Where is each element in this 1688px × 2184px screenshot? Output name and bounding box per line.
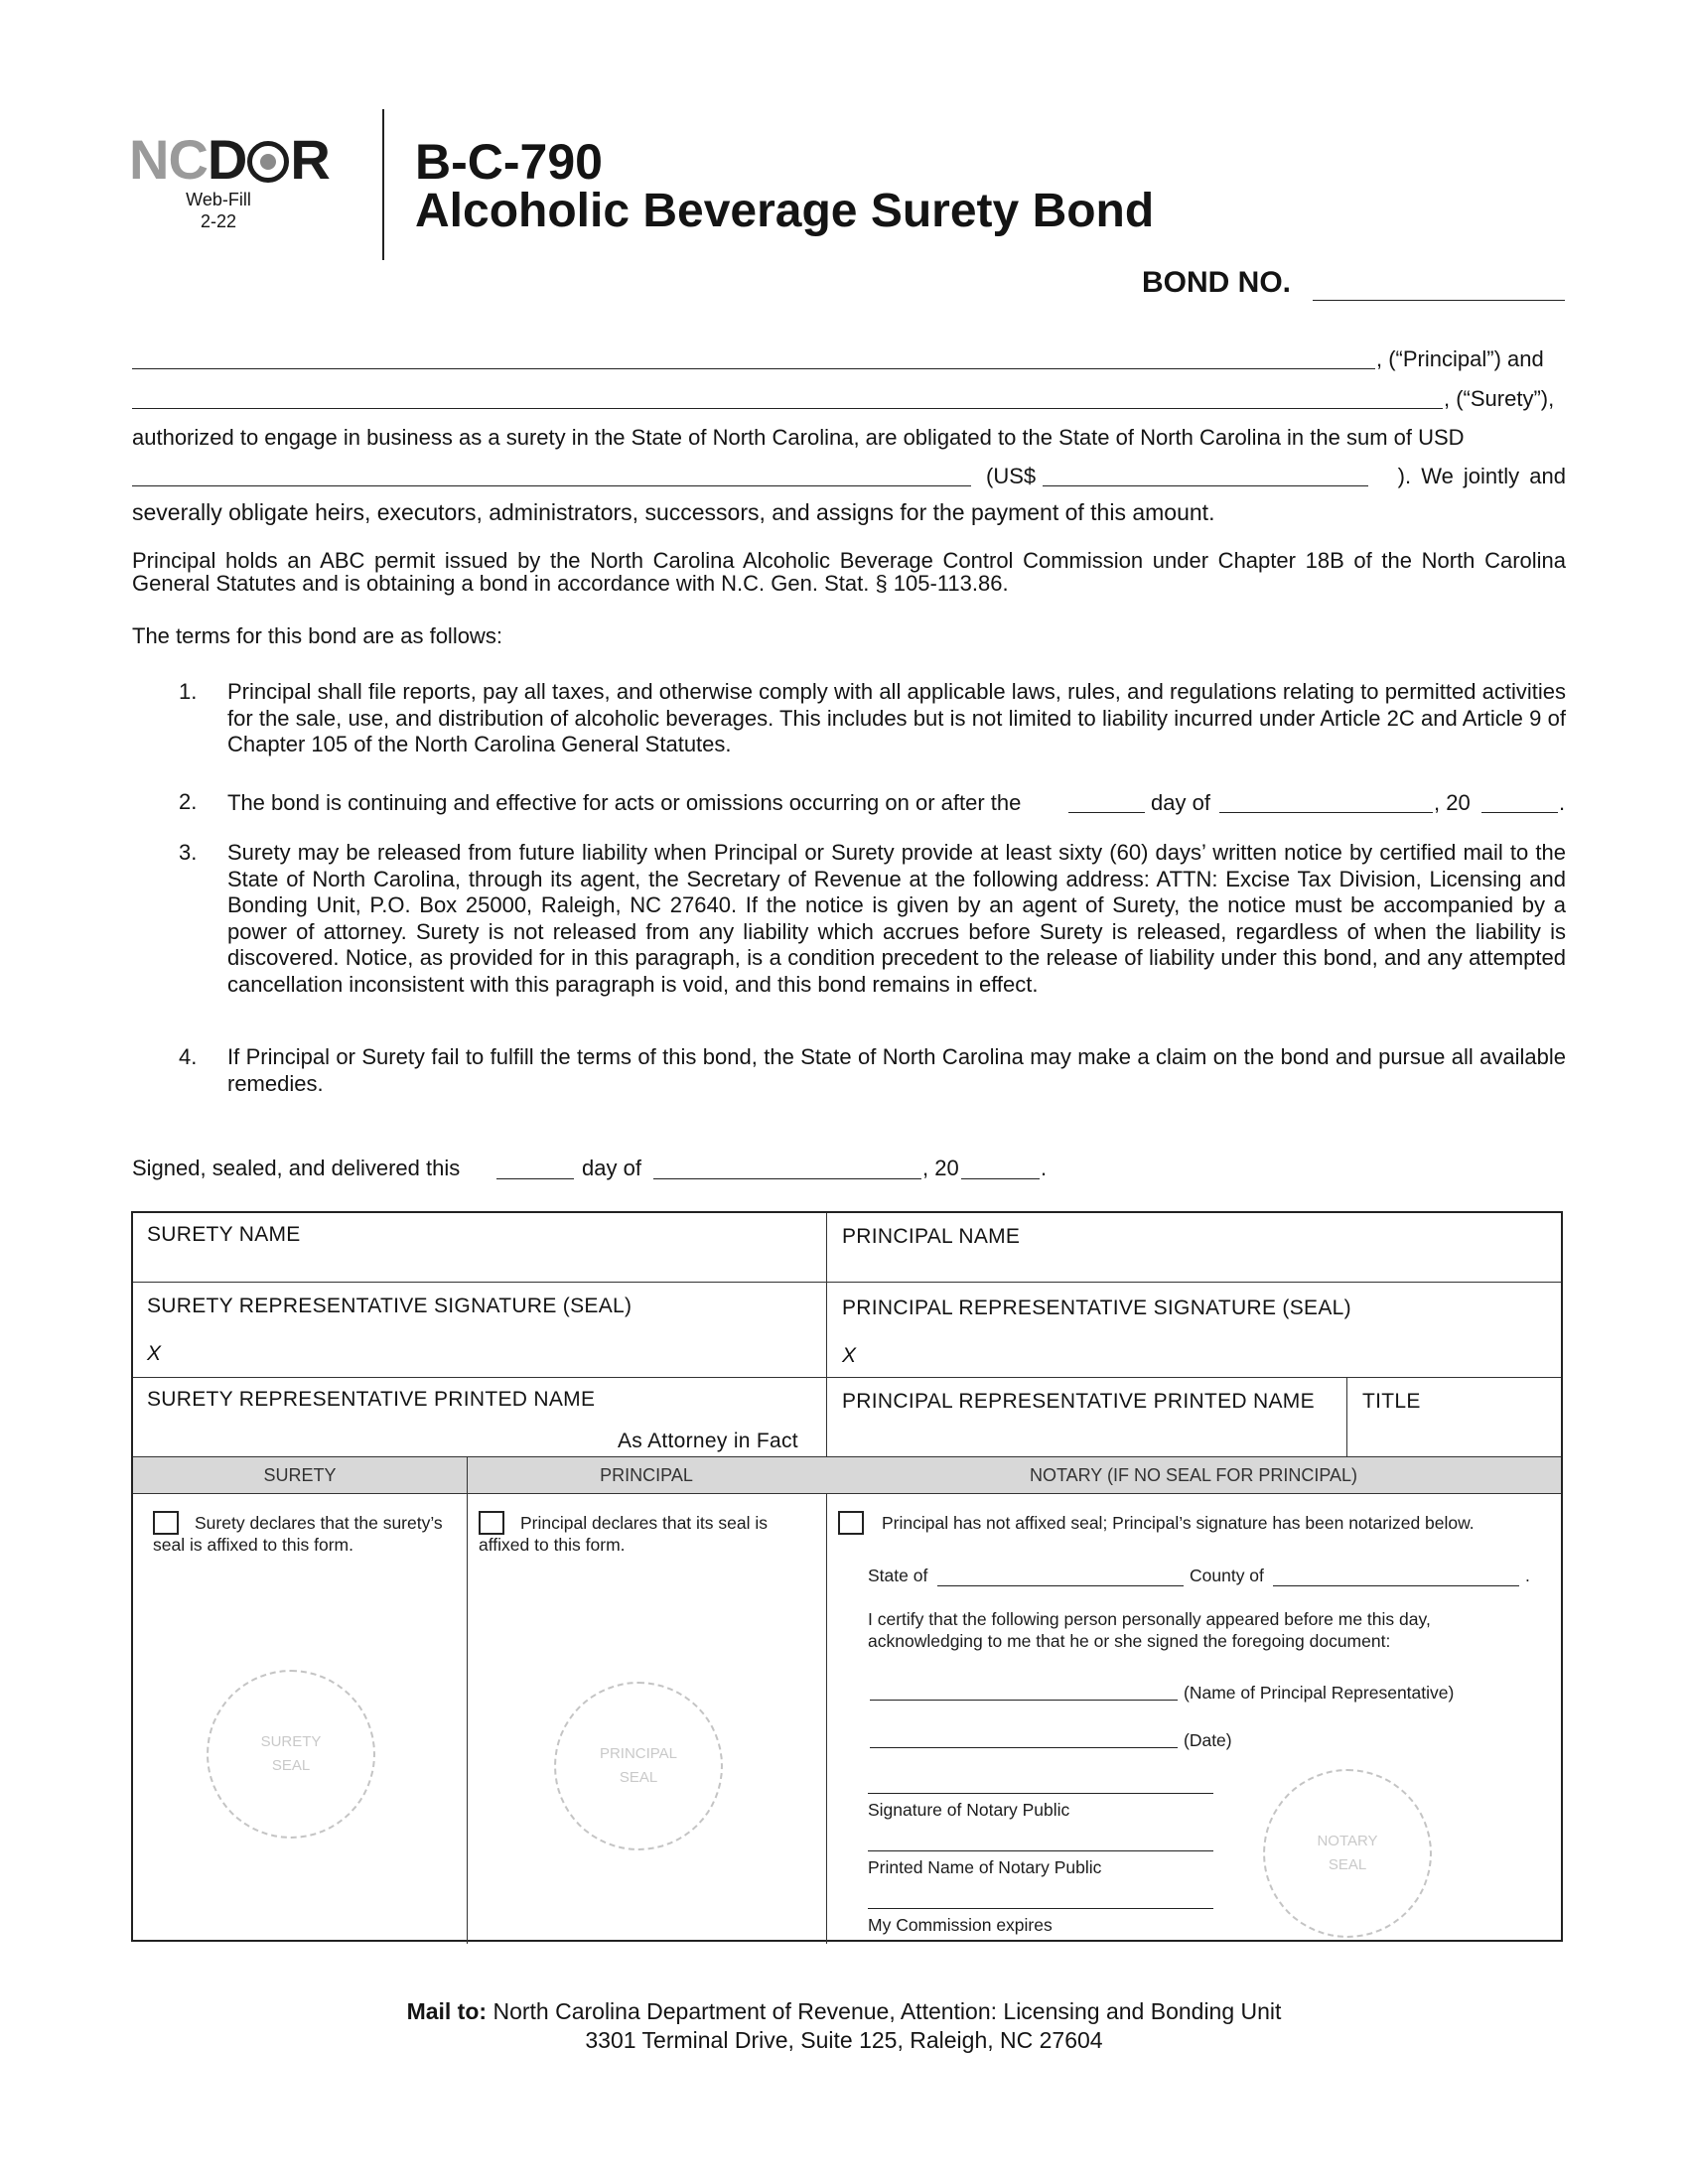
logo-ring-icon: [247, 141, 289, 183]
principal-name-label: PRINCIPAL NAME: [842, 1225, 1021, 1248]
permit-paragraph: Principal holds an ABC permit issued by the North Carolina Alcoholic Beverage Control Commission under Chapter 18B of the North Carolina General Statutes and is obtaining a bond in accordance with N.C. Gen. Stat. § 105-113.86.: [132, 548, 1566, 596]
term-2-text-c: , 20: [1434, 790, 1471, 815]
surety-name-label: SURETY NAME: [147, 1223, 301, 1246]
surety-seal-line-1: SURETY: [260, 1733, 322, 1750]
principal-printed-name-label: PRINCIPAL REPRESENTATIVE PRINTED NAME: [842, 1390, 1315, 1413]
notary-signature-field[interactable]: [868, 1793, 1213, 1794]
attorney-in-fact-label: As Attorney in Fact: [618, 1430, 798, 1452]
band-notary: NOTARY (IF NO SEAL FOR PRINCIPAL): [1029, 1465, 1358, 1485]
term-3-number: 3.: [179, 840, 198, 865]
surety-printed-name-label: SURETY REPRESENTATIVE PRINTED NAME: [147, 1388, 596, 1411]
certify-text: I certify that the following person personally appeared before me this day, acknowledging to me that he or she signed the foregoing document:: [868, 1609, 1431, 1651]
notary-signature-label: Signature of Notary Public: [868, 1800, 1070, 1820]
principal-declares-text: Principal declares that its seal is affixed to this form.: [479, 1513, 768, 1555]
surety-printed-name-input[interactable]: [133, 1377, 826, 1456]
title-input[interactable]: [1346, 1377, 1561, 1456]
amount-usd-field[interactable]: [1043, 485, 1368, 486]
signed-text-b: day of: [582, 1156, 641, 1180]
signed-text-c: , 20: [922, 1156, 959, 1180]
principal-signature-label: PRINCIPAL REPRESENTATIVE SIGNATURE (SEAL): [842, 1297, 1351, 1319]
effective-month-field[interactable]: [1219, 812, 1433, 813]
effective-day-field[interactable]: [1068, 812, 1145, 813]
notary-date-label: (Date): [1184, 1730, 1232, 1750]
county-period: .: [1525, 1566, 1530, 1585]
term-2-text-d: .: [1559, 790, 1566, 815]
signed-text-d: .: [1041, 1156, 1048, 1180]
mail-to-line: [0, 1997, 1688, 2026]
effective-year-field[interactable]: [1481, 812, 1558, 813]
usd-label: (US$: [986, 464, 1037, 488]
title-label: TITLE: [1362, 1390, 1421, 1413]
form-version: [174, 189, 263, 232]
web-fill-label: Web-Fill: [186, 190, 251, 209]
signed-text-a: Signed, sealed, and delivered this: [132, 1156, 461, 1180]
principal-seal-stamp: [554, 1682, 723, 1850]
header-divider: [382, 109, 384, 260]
notary-printed-name-field[interactable]: [868, 1850, 1213, 1851]
term-2-text-b: day of: [1151, 790, 1210, 815]
signature-table: [131, 1211, 1563, 1942]
surety-signature-input[interactable]: [133, 1282, 826, 1377]
notary-seal-stamp: [1263, 1769, 1432, 1938]
term-1-text: Principal shall file reports, pay all taxes, and otherwise comply with all applicable laws, rules, and regulations relating to permitted activities for the sale, use, and distribution of alcoholic beverages. This includes but is not limited to liability incurred under Article 2C and Article 9 of Chapter 105 of the North Carolina General Statutes.: [227, 679, 1566, 756]
band-surety: SURETY: [263, 1465, 337, 1485]
surety-name-field[interactable]: [132, 408, 1443, 409]
notary-seal-line-1: NOTARY: [1317, 1833, 1378, 1849]
surety-label: , (“Surety”),: [1444, 386, 1555, 411]
severally-text: severally obligate heirs, executors, administrators, successors, and assigns for the payment of this amount.: [132, 499, 1215, 525]
bond-no-field[interactable]: [1313, 300, 1565, 301]
principal-printed-name-input[interactable]: [826, 1377, 1346, 1456]
surety-signature-label: SURETY REPRESENTATIVE SIGNATURE (SEAL): [147, 1295, 633, 1317]
form-title: Alcoholic Beverage Surety Bond: [415, 185, 1155, 237]
principal-rep-name-label: (Name of Principal Representative): [1184, 1683, 1455, 1703]
county-field[interactable]: [1273, 1585, 1519, 1586]
surety-sig-x: X: [147, 1342, 162, 1365]
surety-name-input[interactable]: [133, 1213, 826, 1282]
term-4-number: 4.: [179, 1044, 198, 1069]
signed-day-field[interactable]: [496, 1178, 574, 1179]
signed-year-field[interactable]: [961, 1178, 1040, 1179]
seal-column-divider: [467, 1456, 468, 1944]
amount-words-field[interactable]: [132, 485, 971, 486]
commission-expires-field[interactable]: [868, 1908, 1213, 1909]
principal-label: , (“Principal”) and: [1376, 346, 1544, 371]
principal-seal-line-2: SEAL: [619, 1769, 658, 1786]
notary-checkbox[interactable]: [838, 1511, 864, 1535]
principal-rep-name-field[interactable]: [870, 1700, 1178, 1701]
mail-to-label: Mail to:: [406, 1998, 488, 2024]
principal-name-input[interactable]: [826, 1213, 1561, 1282]
notary-date-field[interactable]: [870, 1747, 1178, 1748]
bond-no-label: BOND NO.: [1142, 266, 1291, 299]
notary-seal-line-2: SEAL: [1328, 1856, 1367, 1873]
mail-to-block: [0, 1997, 1688, 2055]
principal-signature-input[interactable]: [826, 1282, 1561, 1377]
commission-expires-label: My Commission expires: [868, 1915, 1053, 1935]
ncdor-logo: NCD R: [129, 128, 330, 191]
seal-section-header: [133, 1456, 1561, 1494]
form-number: B-C-790: [415, 134, 603, 190]
state-of-label: State of: [868, 1566, 928, 1585]
notary-printed-name-label: Printed Name of Notary Public: [868, 1857, 1102, 1877]
principal-sig-x: X: [842, 1344, 857, 1367]
authorized-text: authorized to engage in business as a surety in the State of North Carolina, are obligated to the State of North Carolina in the sum of USD: [132, 425, 1465, 450]
revision-label: 2-22: [200, 211, 237, 231]
surety-declares-text: Surety declares that the surety’s seal is affixed to this form.: [153, 1513, 443, 1555]
principal-seal-line-1: PRINCIPAL: [599, 1745, 678, 1762]
jointly-text: ). We jointly and: [1397, 464, 1566, 488]
state-field[interactable]: [937, 1585, 1184, 1586]
term-1-number: 1.: [179, 679, 198, 704]
surety-seal-line-2: SEAL: [271, 1757, 311, 1774]
term-3-text: Surety may be released from future liability when Principal or Surety provide at least sixty (60) days’ written notice by certified mail to the State of North Carolina, through its agent, the Secretary of Revenue at the following address: ATTN: Excise Tax Division, Licensing and Bonding Unit, P.O. Box 25000, Raleigh, NC 27640. If the notice is given by an agent of Surety, the notice must be accompanied by a power of attorney. Surety is not released from any liability which accrues before Surety is released, regardless of when the liability is discovered. Notice, as provided for in this paragraph, is a condition precedent to the release of liability under this bond, and any attempted cancellation inconsistent with this paragraph is void, and this bond remains in effect.: [227, 840, 1566, 997]
term-4-text: If Principal or Surety fail to fulfill the terms of this bond, the State of North Carolina may make a claim on the bond and pursue all available remedies.: [227, 1044, 1566, 1096]
term-2-number: 2.: [179, 789, 198, 814]
notary-declares-text: Principal has not affixed seal; Principal’s signature has been notarized below.: [882, 1513, 1475, 1533]
surety-seal-stamp: [207, 1670, 375, 1839]
term-2-text-a: The bond is continuing and effective for acts or omissions occurring on or after the: [227, 790, 1022, 815]
band-principal: PRINCIPAL: [600, 1465, 693, 1485]
principal-name-field[interactable]: [132, 368, 1375, 369]
county-of-label: County of: [1190, 1566, 1264, 1585]
mail-to-text: North Carolina Department of Revenue, Attention: Licensing and Bonding Unit: [492, 1998, 1282, 2024]
mail-to-address: 3301 Terminal Drive, Suite 125, Raleigh, NC 27604: [585, 2027, 1103, 2053]
signed-month-field[interactable]: [653, 1178, 921, 1179]
terms-heading: The terms for this bond are as follows:: [132, 623, 502, 648]
